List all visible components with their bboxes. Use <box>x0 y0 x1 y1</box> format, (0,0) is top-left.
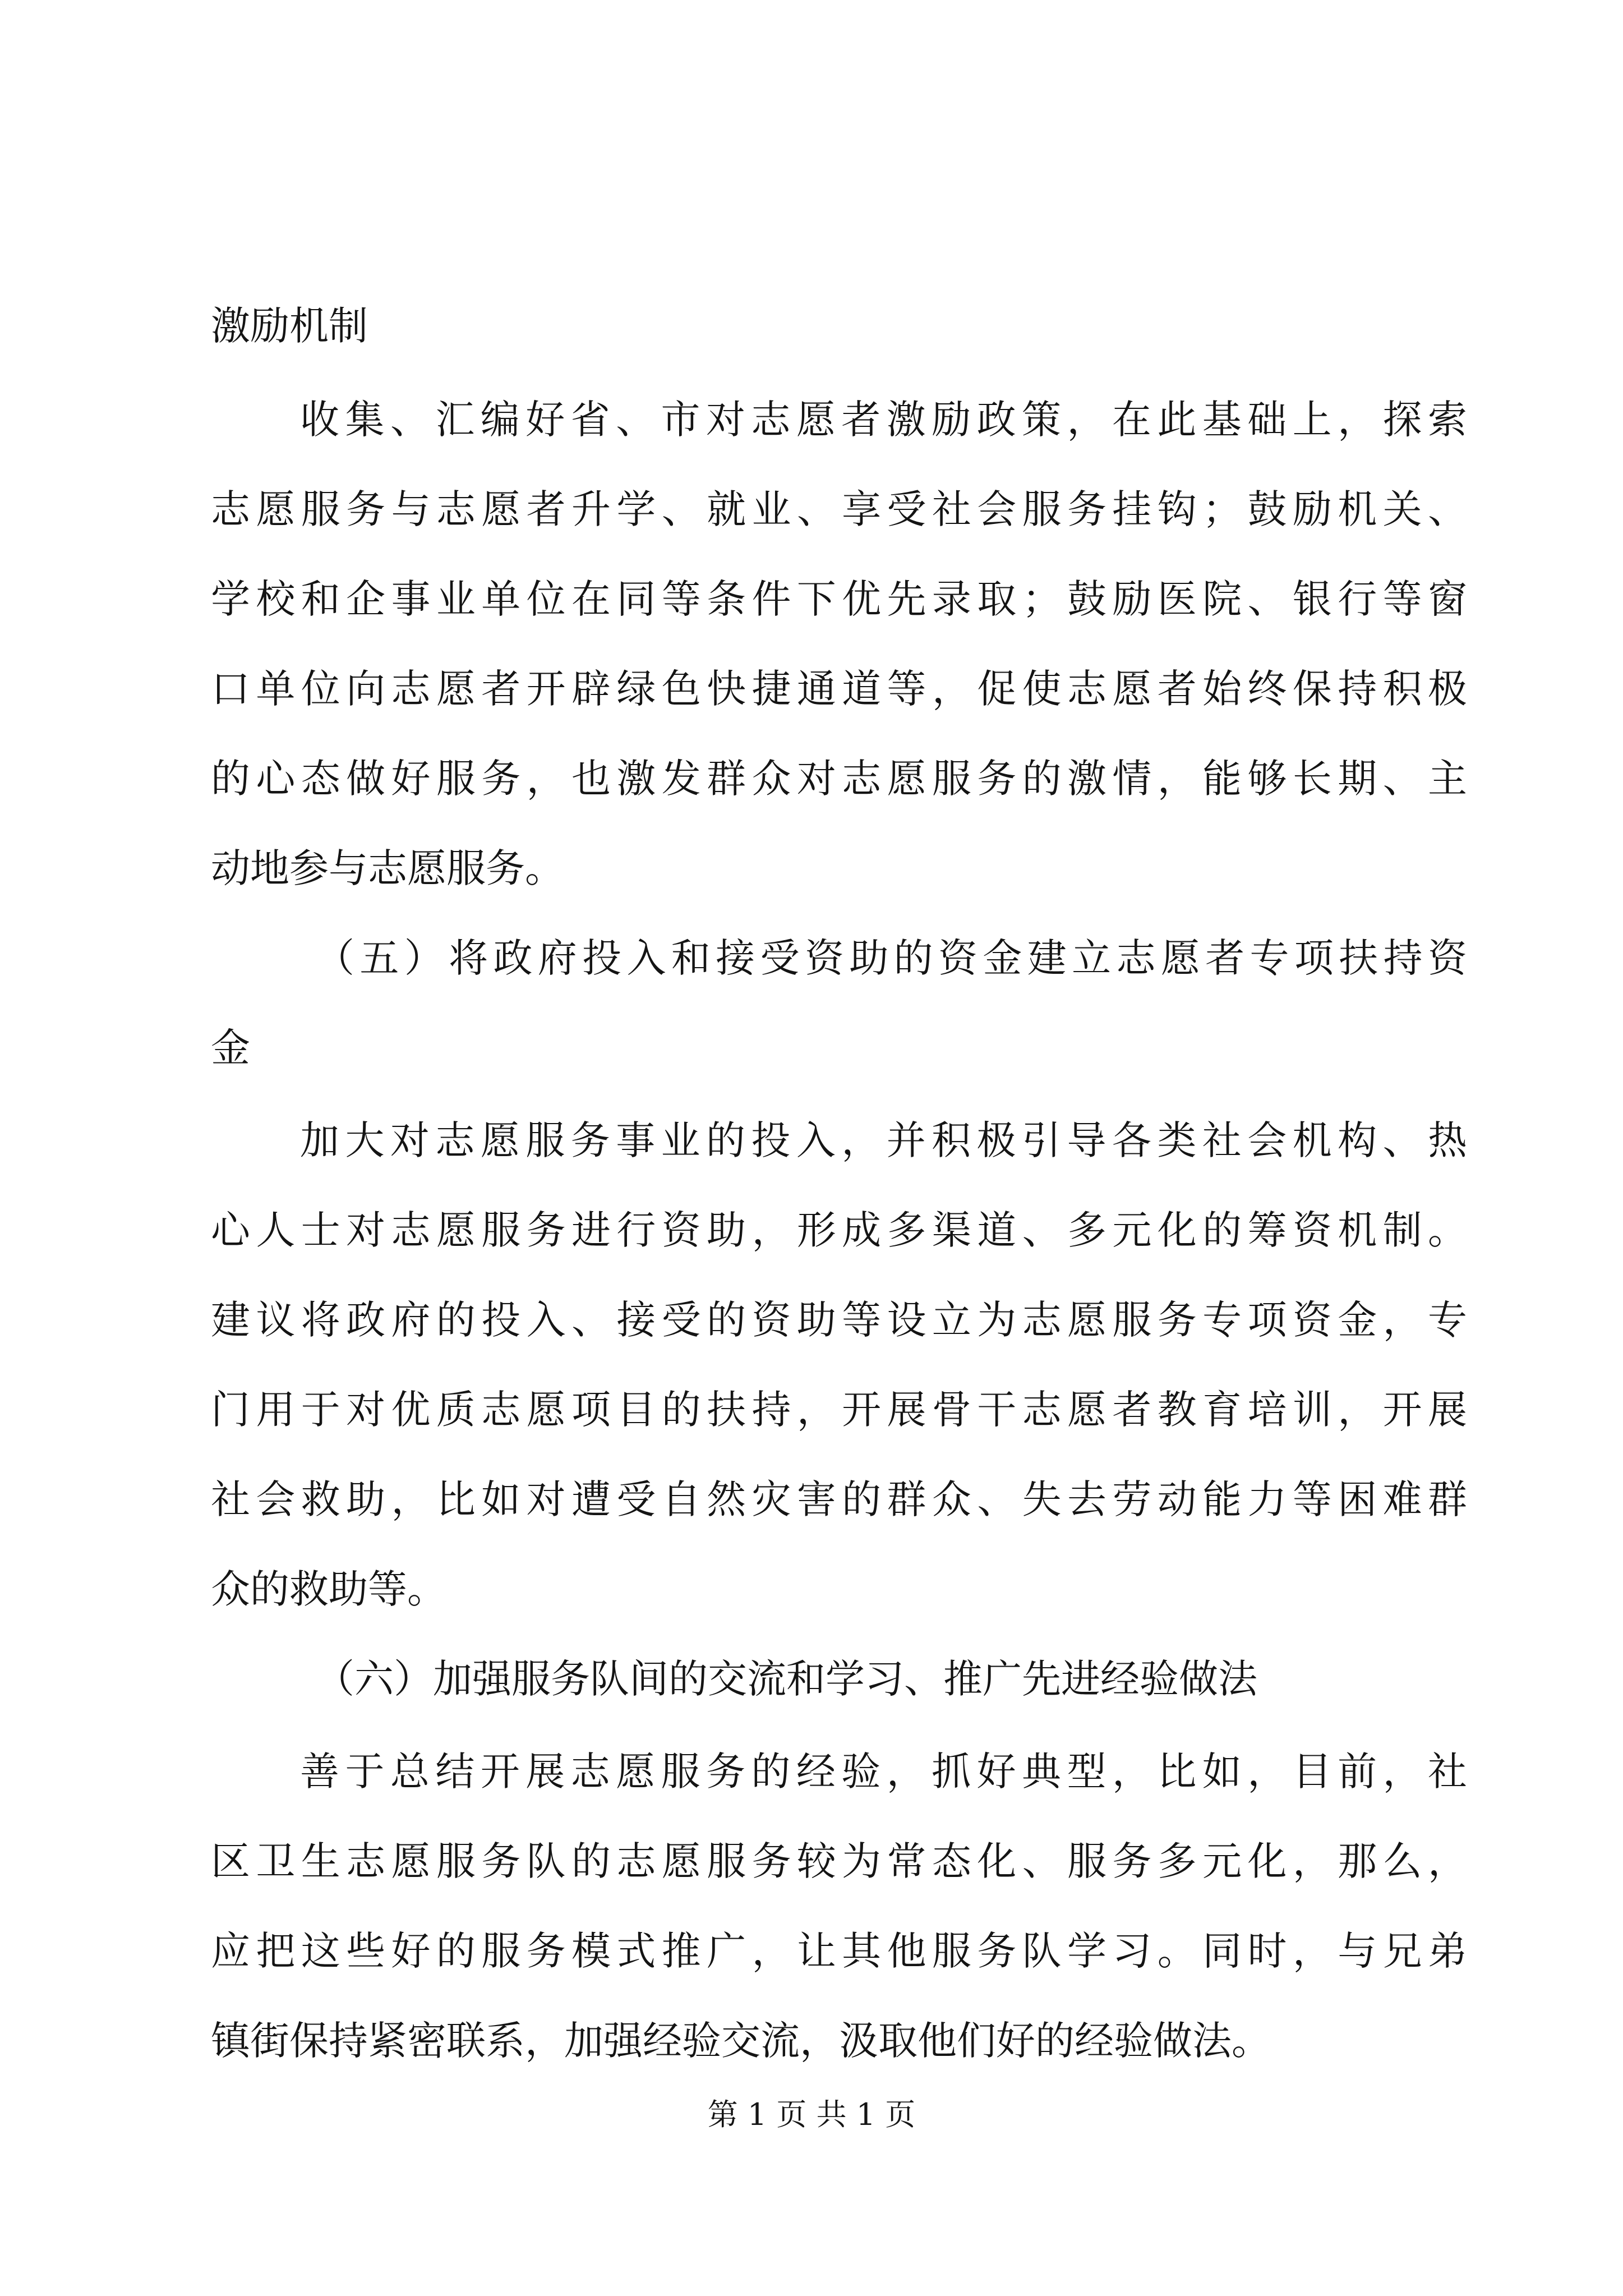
paragraph-line: 镇街保持紧密联系，加强经验交流，汲取他们好的经验做法。 <box>211 2018 1271 2064</box>
paragraph-line: 社会救助，比如对遭受自然灾害的群众、失去劳动能力等困难群 <box>211 1476 1467 1522</box>
paragraph-line: 区卫生志愿服务队的志愿服务较为常态化、服务多元化，那么， <box>211 1838 1467 1884</box>
paragraph-line: 动地参与志愿服务。 <box>211 845 564 891</box>
section-heading-continuation: 激励机制 <box>211 303 368 349</box>
paragraph-line: 收集、汇编好省、市对志愿者激励政策，在此基础上，探索 <box>300 397 1467 443</box>
paragraph-line: 学校和企事业单位在同等条件下优先录取；鼓励医院、银行等窗 <box>211 576 1467 622</box>
paragraph-line: 善于总结开展志愿服务的经验，抓好典型，比如，目前，社 <box>300 1749 1467 1795</box>
paragraph-line: 加大对志愿服务事业的投入，并积极引导各类社会机构、热 <box>300 1117 1467 1163</box>
paragraph-line: 门用于对优质志愿项目的扶持，开展骨干志愿者教育培训，开展 <box>211 1387 1467 1433</box>
paragraph-line: 应把这些好的服务模式推广，让其他服务队学习。同时，与兄弟 <box>211 1928 1467 1974</box>
paragraph-line: 建议将政府的投入、接受的资助等设立为志愿服务专项资金，专 <box>211 1297 1467 1343</box>
paragraph-line: 的心态做好服务，也激发群众对志愿服务的激情，能够长期、主 <box>211 756 1467 802</box>
paragraph-line: 众的救助等。 <box>211 1566 446 1612</box>
page-number-footer: 第 1 页 共 1 页 <box>707 2097 916 2132</box>
section-heading-continuation: 金 <box>211 1025 250 1071</box>
section-heading: （五）将政府投入和接受资助的资金建立志愿者专项扶持资 <box>315 935 1467 981</box>
paragraph-line: 口单位向志愿者开辟绿色快捷通道等，促使志愿者始终保持积极 <box>211 666 1467 712</box>
section-heading: （六）加强服务队间的交流和学习、推广先进经验做法 <box>315 1656 1257 1702</box>
paragraph-line: 心人士对志愿服务进行资助，形成多渠道、多元化的筹资机制。 <box>211 1207 1467 1253</box>
paragraph-line: 志愿服务与志愿者升学、就业、享受社会服务挂钩；鼓励机关、 <box>211 486 1467 532</box>
